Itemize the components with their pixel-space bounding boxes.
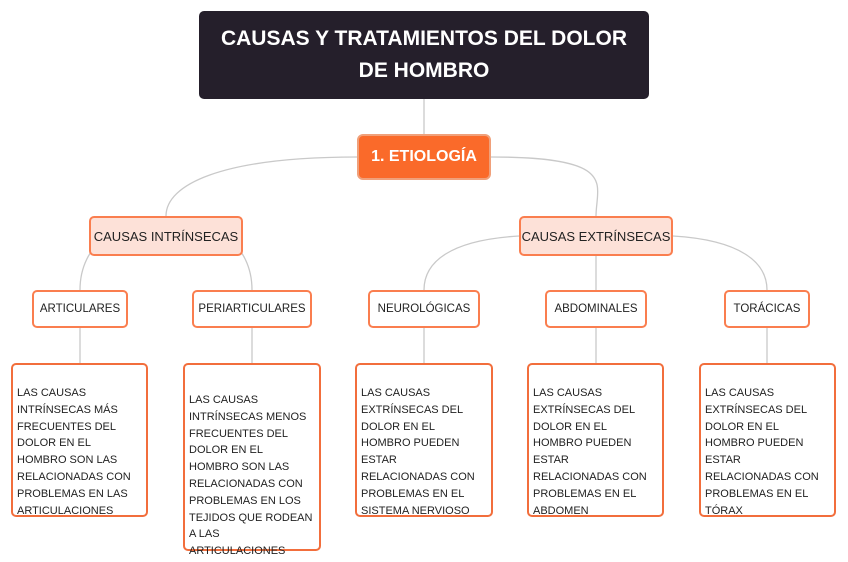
- connector-etiologia-intrinsecas: [166, 157, 357, 216]
- node-toracicas[interactable]: TORÁCICAS: [724, 290, 810, 328]
- diagram-title: CAUSAS Y TRATAMIENTOS DEL DOLOR DE HOMBRO: [199, 11, 649, 99]
- connector-extrinsecas-neurologicas: [424, 236, 519, 290]
- connector-etiologia-extrinsecas: [491, 157, 598, 216]
- desc-articulares: LAS CAUSAS INTRÍNSECAS MÁS FRECUENTES DEL DOLOR EN EL HOMBRO SON LAS RELACIONADAS CON PROBLEMAS EN LAS ARTICULACIONES: [11, 363, 148, 517]
- node-etiologia[interactable]: 1. ETIOLOGÍA: [357, 134, 491, 180]
- node-causas-extrinsecas[interactable]: CAUSAS EXTRÍNSECAS: [519, 216, 673, 256]
- node-abdominales[interactable]: ABDOMINALES: [545, 290, 647, 328]
- desc-toracicas: LAS CAUSAS EXTRÍNSECAS DEL DOLOR EN EL HOMBRO PUEDEN ESTAR RELACIONADAS CON PROBLEMAS EN EL TÓRAX: [699, 363, 836, 517]
- desc-neurologicas: LAS CAUSAS EXTRÍNSECAS DEL DOLOR EN EL HOMBRO PUEDEN ESTAR RELACIONADAS CON PROBLEMAS EN EL SISTEMA NERVIOSO: [355, 363, 493, 517]
- node-neurologicas[interactable]: NEUROLÓGICAS: [368, 290, 480, 328]
- node-articulares[interactable]: ARTICULARES: [32, 290, 128, 328]
- node-periarticulares[interactable]: PERIARTICULARES: [192, 290, 312, 328]
- node-causas-intrinsecas[interactable]: CAUSAS INTRÍNSECAS: [89, 216, 243, 256]
- connector-extrinsecas-toracicas: [673, 236, 767, 290]
- desc-abdominales: LAS CAUSAS EXTRÍNSECAS DEL DOLOR EN EL HOMBRO PUEDEN ESTAR RELACIONADAS CON PROBLEMAS EN EL ABDOMEN: [527, 363, 664, 517]
- desc-periarticulares: LAS CAUSAS INTRÍNSECAS MENOS FRECUENTES DEL DOLOR EN EL HOMBRO SON LAS RELACIONADAS CON PROBLEMAS EN LOS TEJIDOS QUE RODEAN A LAS ARTICULACIONES: [183, 363, 321, 551]
